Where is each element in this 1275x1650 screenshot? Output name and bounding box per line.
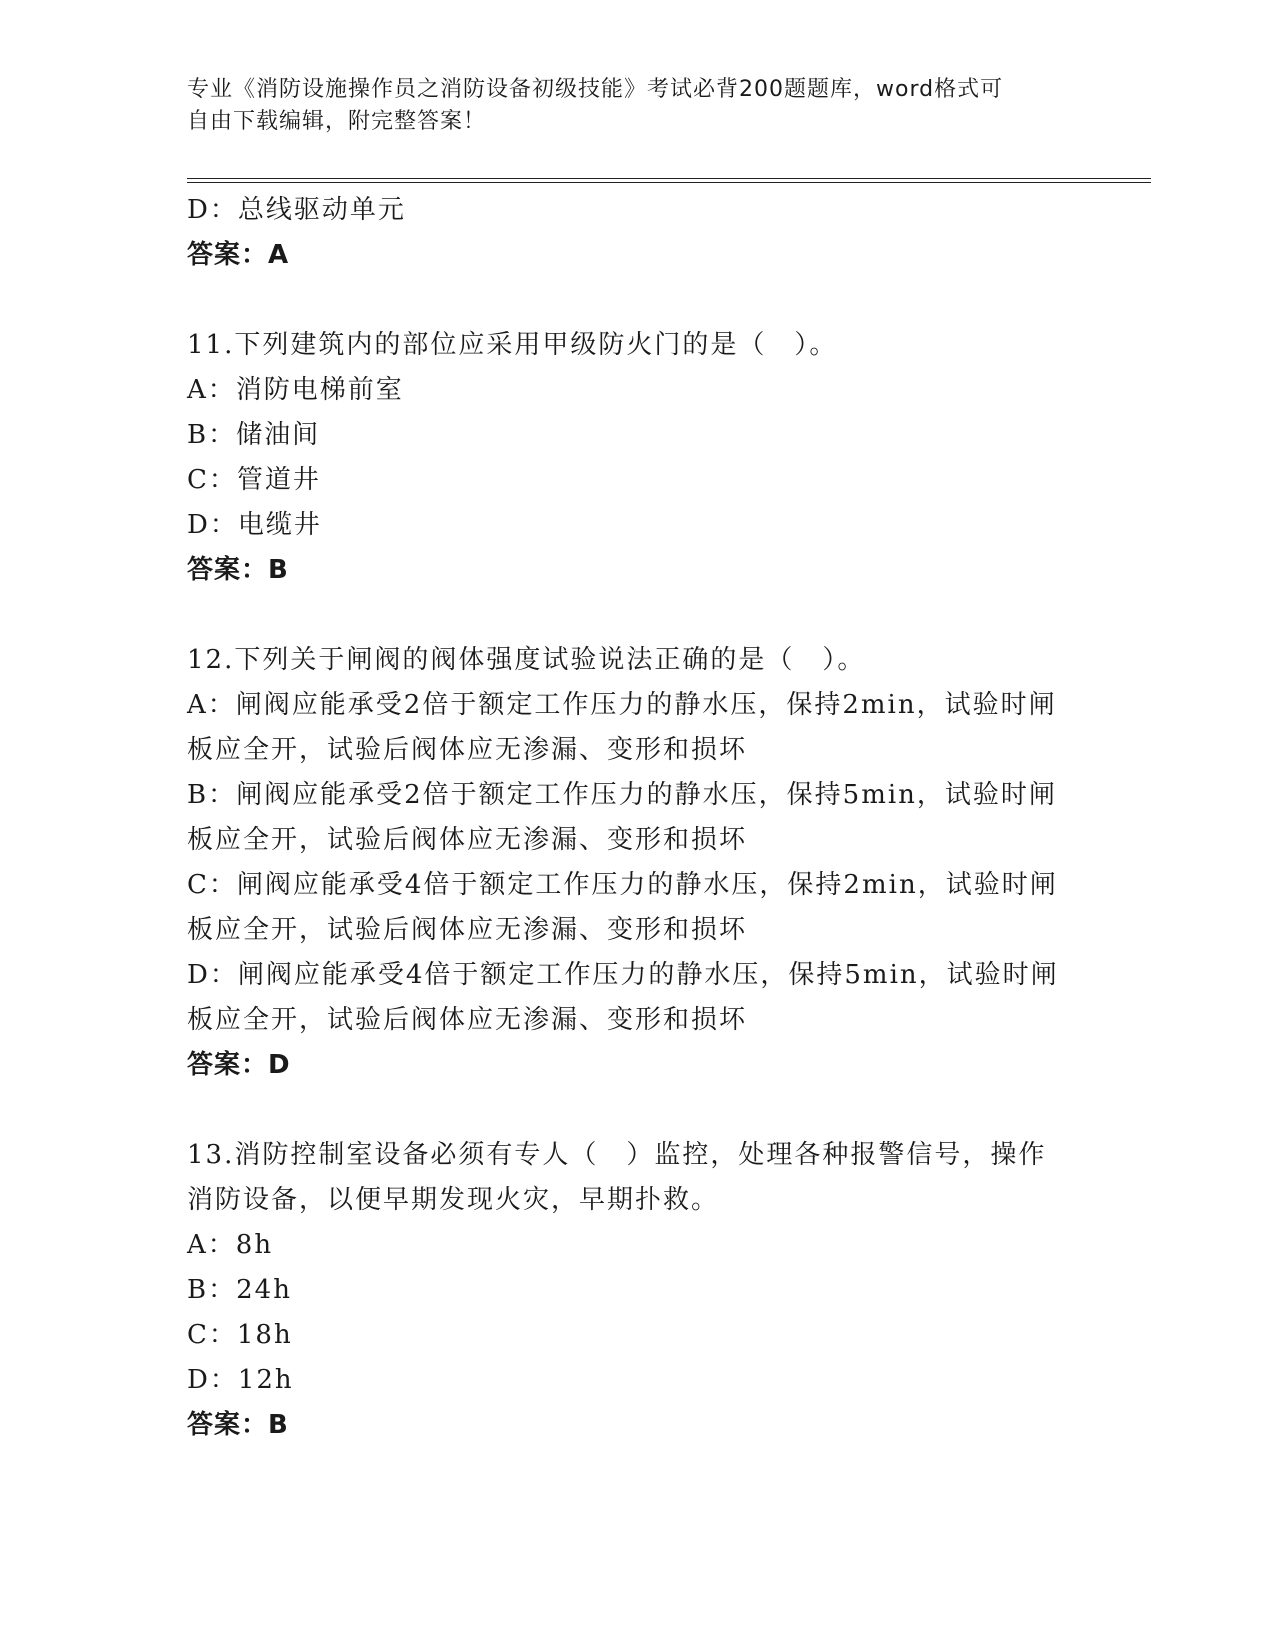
option-line: D：电缆井 — [187, 510, 322, 540]
answer-line: 答案：B — [187, 555, 289, 585]
answer-line: 答案：D — [187, 1050, 291, 1080]
header-divider-top — [187, 178, 1151, 179]
question-13 — [187, 1133, 1087, 1448]
option-line: B：储油间 — [187, 420, 321, 450]
option-line: 板应全开，试验后阀体应无渗漏、变形和损坏 — [187, 735, 748, 765]
option-line: 板应全开，试验后阀体应无渗漏、变形和损坏 — [187, 1005, 748, 1035]
option-line: 板应全开，试验后阀体应无渗漏、变形和损坏 — [187, 915, 748, 945]
question-stem-line: 12.下列关于闸阀的阀体强度试验说法正确的是（ ）。 — [187, 645, 866, 675]
option-line: D：12h — [187, 1365, 294, 1395]
option-line: A：闸阀应能承受2倍于额定工作压力的静水压，保持2min，试验时闸 — [187, 690, 1057, 720]
question-content — [187, 188, 1087, 1448]
spacer — [187, 593, 1087, 638]
prev-option-d: D：总线驱动单元 — [187, 195, 406, 225]
prev-answer: 答案：A — [187, 240, 290, 270]
question-12 — [187, 638, 1087, 1133]
question-11 — [187, 323, 1087, 638]
question-stem-line: 11.下列建筑内的部位应采用甲级防火门的是（ ）。 — [187, 330, 838, 360]
option-line: D：闸阀应能承受4倍于额定工作压力的静水压，保持5min，试验时闸 — [187, 960, 1059, 990]
option-line: C：闸阀应能承受4倍于额定工作压力的静水压，保持2min，试验时闸 — [187, 870, 1058, 900]
option-line: 板应全开，试验后阀体应无渗漏、变形和损坏 — [187, 825, 748, 855]
option-line: A：8h — [187, 1230, 274, 1260]
option-line: A：消防电梯前室 — [187, 375, 404, 405]
spacer — [187, 1088, 1087, 1133]
answer-line: 答案：B — [187, 1410, 289, 1440]
header-line-2: 自由下载编辑，附完整答案！ — [187, 109, 487, 134]
spacer — [187, 278, 1087, 323]
option-line: C：18h — [187, 1320, 293, 1350]
header-divider-bottom — [187, 182, 1151, 183]
option-line: B：闸阀应能承受2倍于额定工作压力的静水压，保持5min，试验时闸 — [187, 780, 1057, 810]
header-line-1: 专业《消防设施操作员之消防设备初级技能》考试必背200题题库，word格式可 — [187, 77, 1004, 102]
option-line: C：管道井 — [187, 465, 321, 495]
option-line: B：24h — [187, 1275, 292, 1305]
page-header — [187, 74, 1087, 138]
question-stem-line: 消防设备，以便早期发现火灾，早期扑救。 — [187, 1185, 720, 1215]
question-stem-line: 13.消防控制室设备必须有专人（ ）监控，处理各种报警信号，操作 — [187, 1140, 1047, 1170]
